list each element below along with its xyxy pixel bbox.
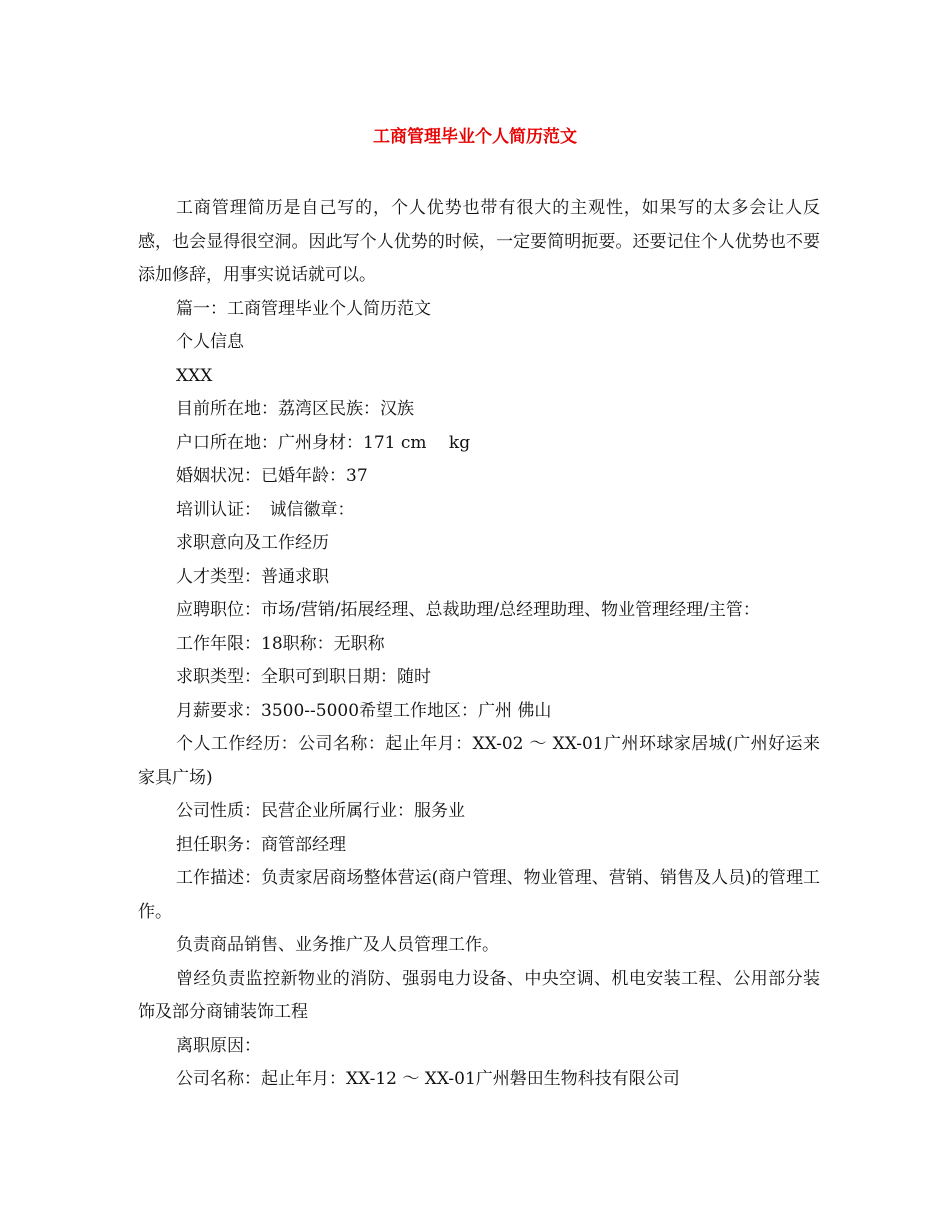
- document-body: [138, 192, 820, 1097]
- section-heading: 篇一：工商管理毕业个人简历范文: [176, 298, 431, 319]
- hukou-line: 户口所在地：广州身材：171 cm kg: [176, 432, 471, 453]
- location-line: 目前所在地：荔湾区民族：汉族: [176, 399, 414, 419]
- company-nature-line: 公司性质：民营企业所属行业：服务业: [176, 801, 465, 821]
- position-line: 应聘职位：市场/营销/拓展经理、总裁助理/总经理助理、物业管理经理/主管：: [176, 600, 760, 620]
- intro-paragraph: 工商管理简历是自己写的，个人优势也带有很大的主观性，如果写的太多会让人反感，也会显得很空洞。因此写个人优势的时候，一定要简明扼要。还要记住个人优势也不要添加修辞，用事实说话就可以。: [138, 198, 820, 285]
- certification-line: 培训认证： 诚信徽章：: [176, 499, 355, 520]
- work-history-line: 个人工作经历：公司名称：起止年月：XX-02 ～ XX-01广州环球家居城(广州好运来家具广场): [138, 734, 820, 788]
- document-title: 工商管理毕业个人简历范文: [373, 127, 577, 147]
- responsibility-line: 曾经负责监控新物业的消防、强弱电力设备、中央空调、机电安装工程、公用部分装饰及部分商铺装饰工程: [138, 968, 820, 1022]
- duties-line: 负责商品销售、业务推广及人员管理工作。: [176, 935, 499, 955]
- role-line: 担任职务：商管部经理: [176, 834, 346, 855]
- personal-info-heading: 个人信息: [176, 332, 244, 352]
- job-type-line: 求职类型：全职可到职日期：随时: [176, 667, 431, 687]
- name-line: XXX: [176, 365, 213, 386]
- job-intent-heading: 求职意向及工作经历: [176, 533, 329, 553]
- experience-years-line: 工作年限：18职称：无职称: [176, 633, 385, 654]
- second-company-line: 公司名称：起止年月：XX-12 ～ XX-01广州磐田生物科技有限公司: [176, 1069, 680, 1089]
- leave-reason-line: 离职原因：: [176, 1035, 261, 1056]
- salary-line: 月薪要求：3500--5000希望工作地区：广州 佛山: [176, 700, 552, 721]
- job-description-line: 工作描述：负责家居商场整体营运(商户管理、物业管理、营销、销售及人员)的管理工作。: [138, 868, 820, 922]
- marital-line: 婚姻状况：已婚年龄：37: [176, 466, 368, 486]
- talent-type-line: 人才类型：普通求职: [176, 566, 329, 587]
